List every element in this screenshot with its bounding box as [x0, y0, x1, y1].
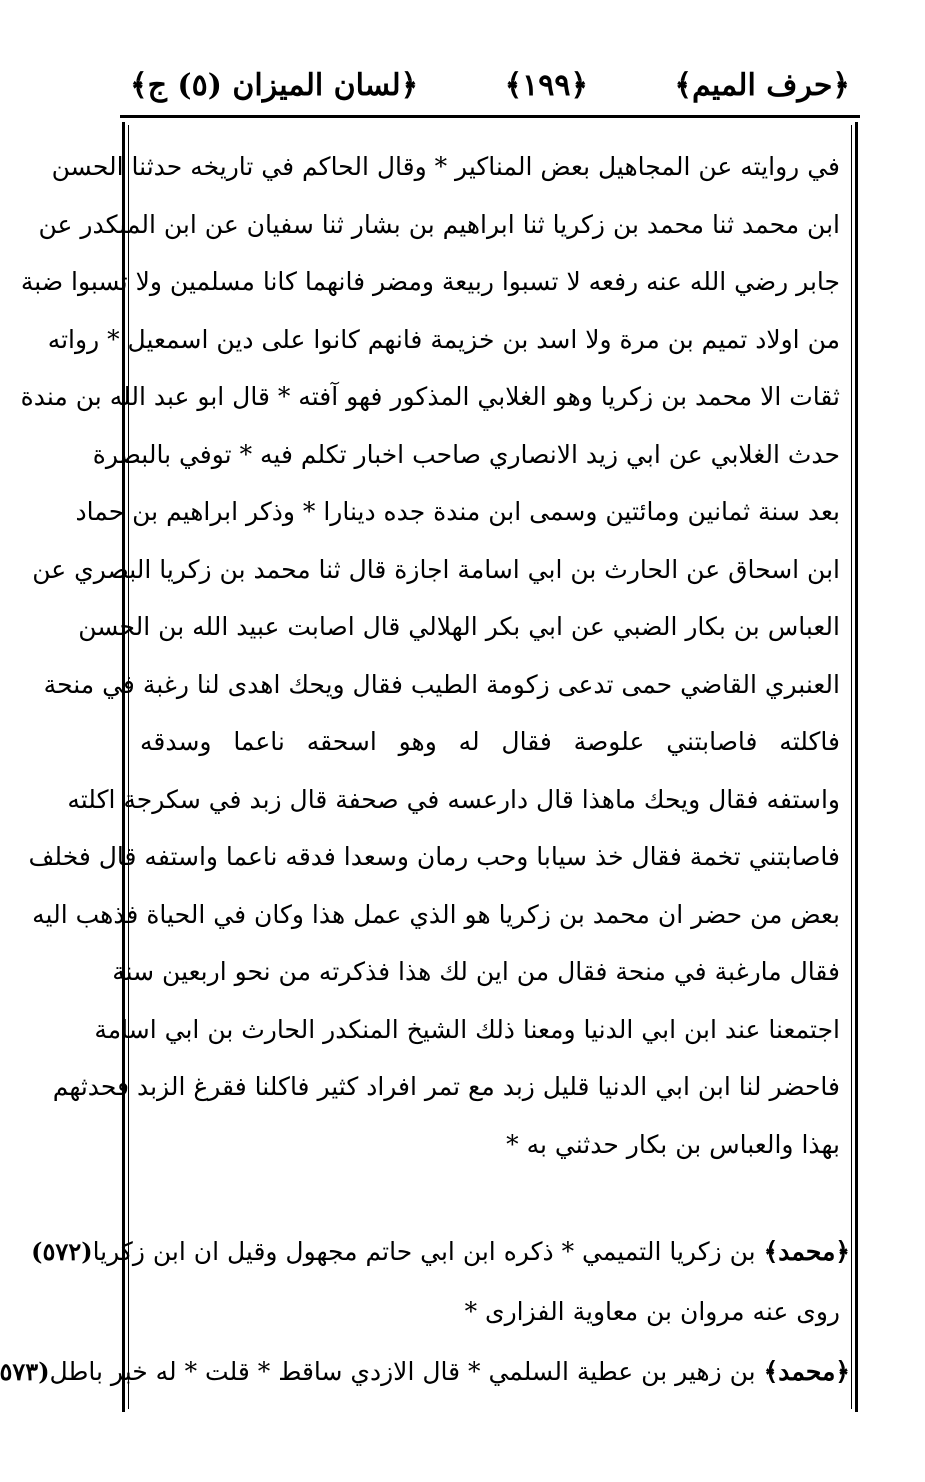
entry-number: (٥٧٢) — [31, 1237, 93, 1266]
body-text — [20, 138, 840, 1173]
entry-text — [93, 1222, 850, 1282]
page-number: ﴿١٩٩﴾ — [504, 67, 589, 103]
entry-name: ﴿محمد﴾ — [763, 1237, 850, 1266]
text-line: ابن محمد ثنا محمد بن زكريا ثنا ابراهيم بن بشار ثنا سفيان عن ابن المنكدر عن — [38, 209, 840, 239]
header-rule — [120, 115, 860, 118]
text-line: العنبري القاضي حمى تدعى زكومة الطيب فقال ويحك اهدى لنا رغبة في منحة — [43, 669, 840, 699]
text-line: جابر رضي الله عنه رفعه لا تسبوا ربيعة ومضر فانهما كانا مسلمين ولا تسبوا ضبة — [20, 267, 840, 296]
header-book-title: ﴿لسان الميزان (٥) ج﴾ — [130, 67, 419, 103]
text-line: ابن اسحاق عن الحارث بن ابي اسامة اجازة قال ثنا محمد بن زكريا البصري عن — [32, 554, 840, 584]
entry-text — [50, 1342, 850, 1402]
entry-body: بن زهير بن عطية السلمي * قال الازدي ساقط * قلت * له خبر باطل — [49, 1357, 756, 1386]
entry-572 — [31, 1222, 850, 1282]
text-line: العباس بن بكار الضبي عن ابي بكر الهلالي قال اصابت عبيد الله بن الحسن — [78, 612, 840, 641]
biography-entries — [0, 1222, 850, 1402]
text-line: من اولاد تميم بن مرة ولا اسد بن خزيمة فانهم كانوا على دين اسمعيل * رواته — [47, 324, 840, 354]
text-line: حدث الغلابي عن ابي زيد الانصاري صاحب اخبار تكلم فيه * توفي بالبصرة — [92, 439, 840, 469]
text-line: اجتمعنا عند ابن ابي الدنيا ومعنا ذلك الشيخ المنكدر الحارث بن ابي اسامة — [94, 1014, 840, 1044]
text-line: بعد سنة ثمانين ومائتين وسمى ابن مندة جده دينارا * وذكر ابراهيم بن حماد — [75, 497, 840, 526]
header-chapter-title: ﴿حرف الميم﴾ — [674, 67, 850, 103]
text-line: في روايته عن المجاهيل بعض المناكير * وقال الحاكم في تاريخه حدثنا الحسن — [51, 152, 840, 181]
text-line: فاصابتني تخمة فقال خذ سيابا وحب رمان وسعدا فدقه ناعما واستفه قال فخلف — [28, 842, 840, 871]
entry-continuation: روى عنه مروان بن معاوية الفزارى * — [464, 1297, 840, 1326]
entry-name: ﴿محمد﴾ — [763, 1357, 850, 1386]
entry-572-continuation — [40, 1282, 850, 1342]
text-line: واستفه فقال ويحك ماهذا قال دارعسه في صحفة قال زبد في سكرجة اكلته — [67, 784, 840, 814]
text-line: بعض من حضر ان محمد بن زكريا هو الذي عمل هذا وكان في الحياة فذهب اليه — [32, 899, 840, 929]
text-line: فاكلته فاصابتني علوصة فقال له وهو اسحقه ناعما وسدقه — [140, 727, 840, 756]
entry-573 — [0, 1342, 850, 1402]
text-line: بهذا والعباس بن بكار حدثني به * — [506, 1129, 840, 1159]
text-line: فقال مارغبة في منحة فقال من اين لك هذا فذكرته من نحو اربعين سنة — [112, 957, 840, 986]
entry-body: بن زكريا التميمي * ذكره ابن ابي حاتم مجهول وقيل ان ابن زكريا — [92, 1237, 756, 1266]
entry-number: (٥٧٣ — [0, 1357, 50, 1386]
text-line: فاحضر لنا ابن ابي الدنيا قليل زبد مع تمر افراد كثير فاكلنا فقرغ الزبد فحدثهم — [52, 1072, 840, 1101]
page-header — [130, 58, 850, 112]
text-line: ثقات الا محمد بن زكريا وهو الغلابي المذكور فهو آفته * قال ابو عبد الله بن مندة — [20, 382, 840, 411]
